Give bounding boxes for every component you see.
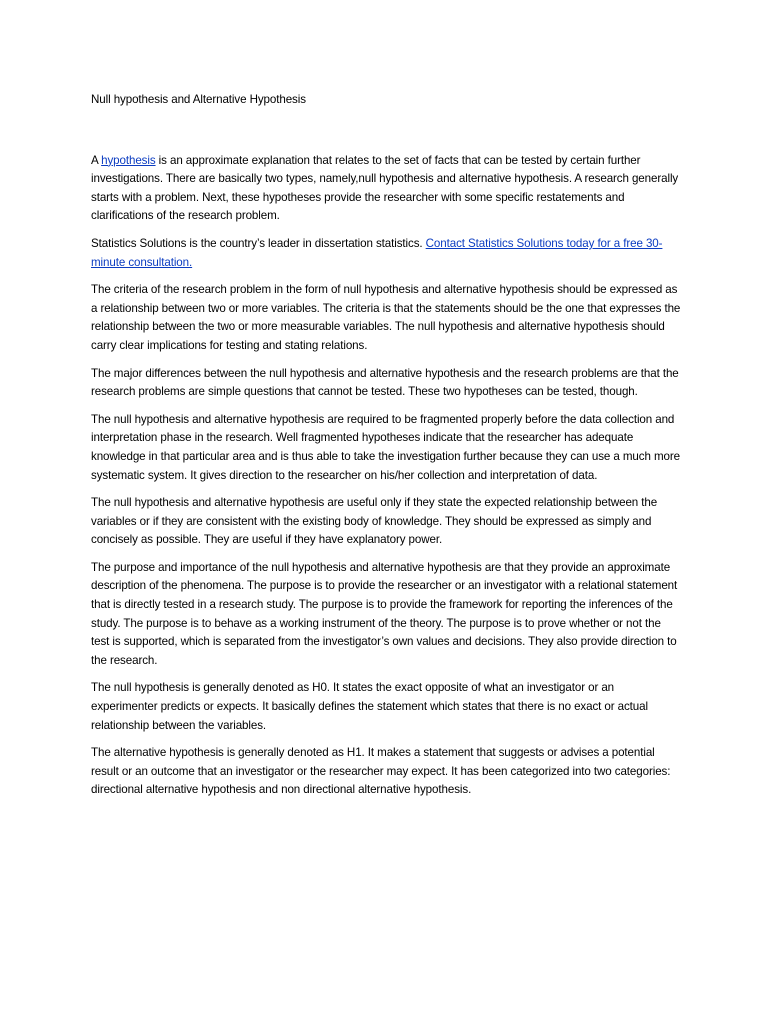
body-paragraph-alternative-h1: The alternative hypothesis is generally denoted as H1. It makes a statement that suggests or advises a potential result or an outcome that an investigator or the researcher may expect. It has been categorized into two categories: directional alternative hypothesis and non directional alternative hypothesis. <box>91 746 671 797</box>
consultation-link[interactable]: Contact Statistics Solutions today for a free 30-minute consultation. <box>91 236 663 269</box>
body-paragraph-null-h0: The null hypothesis is generally denoted as H0. It states the exact opposite of what an investigator or an experimenter predicts or expects. It basically defines the statement which states that there is no exact or actual relationship between the variables. <box>91 681 648 732</box>
document-page <box>91 91 681 809</box>
promo-paragraph <box>91 235 681 272</box>
intro-prefix: A <box>91 153 102 167</box>
promo-text: Statistics Solutions is the country’s leader in dissertation statistics. <box>91 236 426 250</box>
body-paragraph-differences: The major differences between the null hypothesis and alternative hypothesis and the research problems are that the research problems are simple questions that cannot be tested. These two hypotheses can be tested, though. <box>91 366 679 399</box>
hypothesis-link[interactable]: hypothesis <box>101 153 156 167</box>
body-paragraph-usefulness: The null hypothesis and alternative hypothesis are useful only if they state the expected relationship between the variables or if they are consistent with the existing body of knowledge. They should be expressed as simply and concisely as possible. They are useful if they have explanatory power. <box>91 496 658 547</box>
body-paragraph-fragmentation: The null hypothesis and alternative hypothesis are required to be fragmented properly before the data collection and interpretation phase in the research. Well fragmented hypotheses indicate that the researcher has adequate knowledge in that particular area and is thus able to take the investigation further because they can use a much more systematic system. It gives direction to the researcher on his/her collection and interpretation of data. <box>91 412 680 482</box>
body-paragraph-criteria: The criteria of the research problem in the form of null hypothesis and alternative hypothesis should be expressed as a relationship between two or more variables. The criteria is that the statements should be the one that expresses the relationship between the two or more measurable variables. The null hypothesis and alternative hypothesis should carry clear implications for testing and stating relations. <box>91 283 681 352</box>
intro-paragraph <box>91 152 681 226</box>
body-paragraph-purpose: The purpose and importance of the null hypothesis and alternative hypothesis are that they provide an approximate description of the phenomena. The purpose is to provide the researcher or an investigator with a relational statement that is directly tested in a research study. The purpose is to provide the framework for reporting the inferences of the study. The purpose is to behave as a working instrument of the theory. The purpose is to prove whether or not the test is supported, which is separated from the investigator’s own values and decisions. They also provide direction to the research. <box>91 560 678 667</box>
intro-suffix: is an approximate explanation that relates to the set of facts that can be tested by certain further investigations. There are basically two types, namely,null hypothesis and alternative hypothesis. A research generally starts with a problem. Next, these hypotheses provide the researcher with some specific restatements and clarifications of the research problem. <box>91 153 679 223</box>
document-title: Null hypothesis and Alternative Hypothesis <box>91 93 306 106</box>
